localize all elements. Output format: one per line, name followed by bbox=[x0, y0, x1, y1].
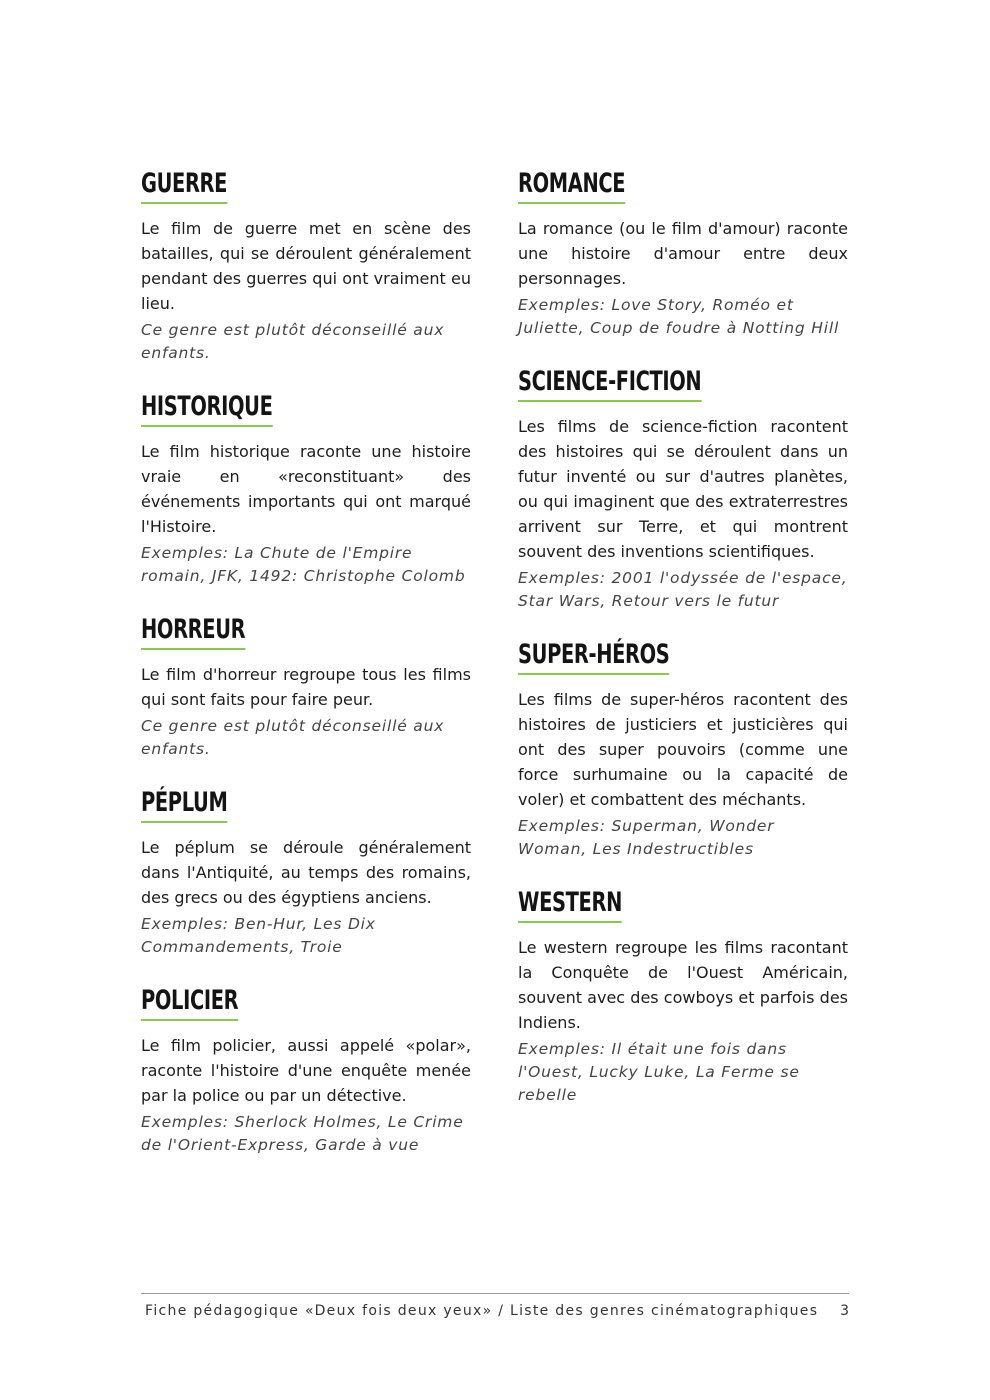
genre-note: Exemples: 2001 l'odyssée de l'espace, Star Wars, Retour vers le futur bbox=[518, 569, 848, 611]
genre-note: Exemples: La Chute de l'Empire romain, JFK, 1492: Christophe Colomb bbox=[141, 544, 466, 586]
genre-note: Ce genre est plutôt déconseillé aux enfants. bbox=[141, 321, 445, 363]
genre-title: HORREUR bbox=[141, 614, 245, 650]
genre-romance bbox=[518, 168, 848, 340]
footer-text: Fiche pédagogique «Deux fois deux yeux» / Liste des genres cinématographiques bbox=[145, 1303, 819, 1319]
genre-super-heros bbox=[518, 639, 848, 861]
genre-note: Exemples: Love Story, Roméo et Juliette, Coup de foudre à Notting Hill bbox=[518, 296, 840, 338]
genre-note: Exemples: Ben-Hur, Les Dix Commandements, Troie bbox=[141, 915, 376, 957]
page-number: 3 bbox=[840, 1303, 849, 1319]
genre-note: Exemples: Il était une fois dans l'Ouest, Lucky Luke, La Ferme se rebelle bbox=[518, 1040, 800, 1105]
genre-historique bbox=[141, 391, 471, 588]
genre-description: Le film de guerre met en scène des batailles, qui se déroulent généralement pendant des guerres qui ont vraiment eu lieu. bbox=[141, 219, 471, 314]
genre-note: Exemples: Superman, Wonder Woman, Les Indestructibles bbox=[518, 817, 775, 859]
genre-title: SCIENCE-FICTION bbox=[518, 366, 701, 402]
genre-title: SUPER-HÉROS bbox=[518, 639, 669, 675]
left-column bbox=[141, 168, 471, 1183]
genre-title: PÉPLUM bbox=[141, 787, 227, 823]
genre-note: Ce genre est plutôt déconseillé aux enfants. bbox=[141, 717, 445, 759]
genre-policier bbox=[141, 985, 471, 1157]
genre-description: La romance (ou le film d'amour) raconte une histoire d'amour entre deux personnages. bbox=[518, 219, 848, 289]
genre-note: Exemples: Sherlock Holmes, Le Crime de l'Orient-Express, Garde à vue bbox=[141, 1113, 464, 1155]
genre-horreur bbox=[141, 614, 471, 761]
genre-description: Les films de super-héros racontent des histoires de justiciers et justicières qui ont des super pouvoirs (comme une force surhumaine ou la capacité de voler) et combattent des méchants. bbox=[518, 690, 848, 810]
genre-description: Le film historique raconte une histoire vraie en «reconstituant» des événements importants qui ont marqué l'Histoire. bbox=[141, 442, 471, 537]
genre-title: WESTERN bbox=[518, 887, 622, 923]
footer-divider bbox=[141, 1293, 849, 1294]
genre-peplum bbox=[141, 787, 471, 959]
right-column bbox=[518, 168, 848, 1133]
genre-title: ROMANCE bbox=[518, 168, 625, 204]
genre-science-fiction bbox=[518, 366, 848, 613]
genre-title: POLICIER bbox=[141, 985, 238, 1021]
genre-western bbox=[518, 887, 848, 1107]
genre-description: Le film policier, aussi appelé «polar», raconte l'histoire d'une enquête menée par la police ou par un détective. bbox=[141, 1036, 471, 1106]
genre-title: GUERRE bbox=[141, 168, 227, 204]
genre-description: Le western regroupe les films racontant la Conquête de l'Ouest Américain, souvent avec des cowboys et parfois des Indiens. bbox=[518, 938, 848, 1033]
genre-title: HISTORIQUE bbox=[141, 391, 272, 427]
genre-description: Le péplum se déroule généralement dans l'Antiquité, au temps des romains, des grecs ou des égyptiens anciens. bbox=[141, 838, 471, 908]
genre-description: Le film d'horreur regroupe tous les films qui sont faits pour faire peur. bbox=[141, 665, 471, 710]
genre-guerre bbox=[141, 168, 471, 365]
genre-description: Les films de science-fiction racontent des histoires qui se déroulent dans un futur inventé ou sur d'autres planètes, ou qui imaginent que des extraterrestres arrivent sur Terre, et qui montrent souvent des inventions scientifiques. bbox=[518, 417, 848, 562]
